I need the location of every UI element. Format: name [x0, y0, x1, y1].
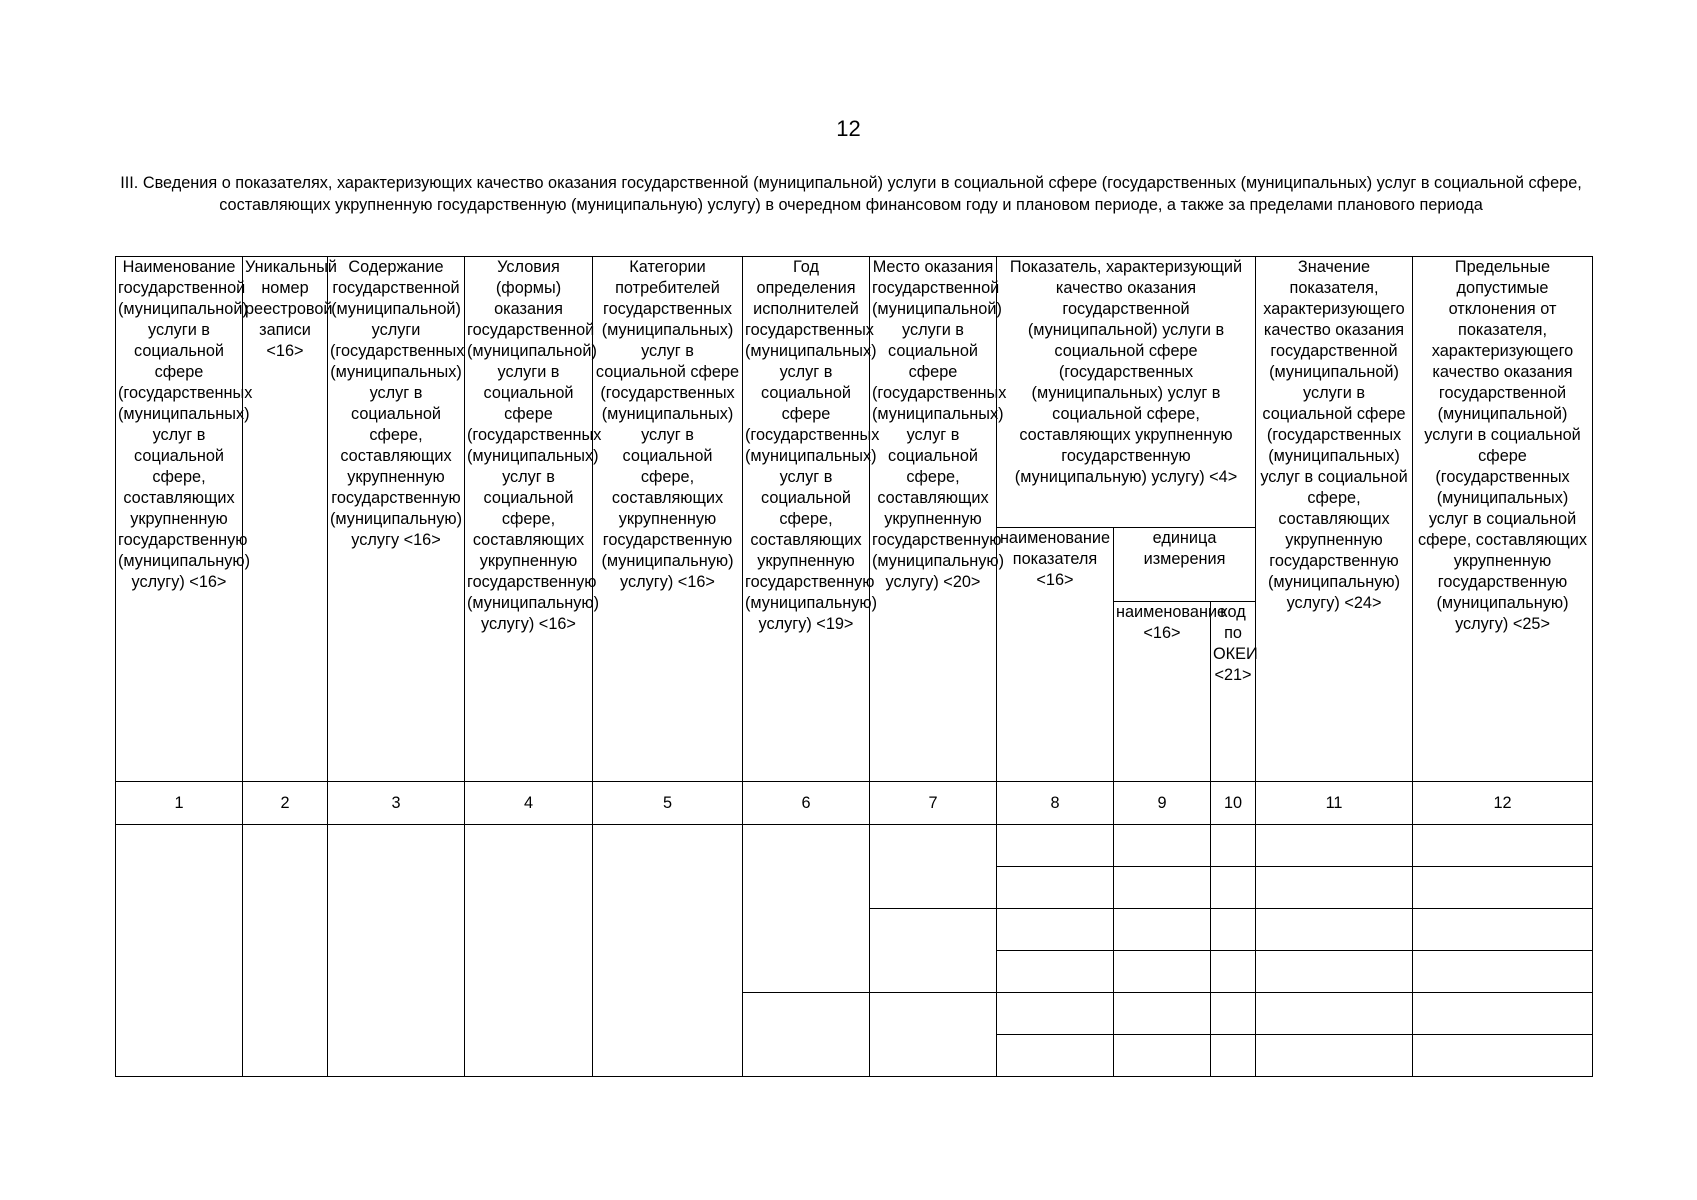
empty-cell	[465, 825, 593, 1077]
header-consumer-categories: Категории потребителей государственных (муниципальных) услуг в социальной сфере (государственных (муниципальных) услуг в социальной сфере, составляющих укрупненную государственную (муниципальную) услугу) <16>	[593, 257, 743, 782]
column-number: 9	[1114, 782, 1211, 825]
column-number: 5	[593, 782, 743, 825]
empty-cell	[1114, 909, 1211, 951]
column-number: 11	[1256, 782, 1413, 825]
column-number: 3	[328, 782, 465, 825]
header-unit-name: наименование <16>	[1114, 602, 1211, 782]
header-row-top	[116, 257, 1593, 528]
header-indicator-name: наименование показателя <16>	[997, 528, 1114, 782]
empty-cell	[1413, 1035, 1593, 1077]
empty-cell	[1256, 951, 1413, 993]
empty-cell	[997, 909, 1114, 951]
empty-cell	[1413, 951, 1593, 993]
column-number: 4	[465, 782, 593, 825]
empty-cell	[743, 825, 870, 993]
column-number: 8	[997, 782, 1114, 825]
empty-cell	[1114, 1035, 1211, 1077]
empty-cell	[1114, 993, 1211, 1035]
empty-cell	[1413, 909, 1593, 951]
column-number: 12	[1413, 782, 1593, 825]
column-numbers-row	[116, 782, 1593, 825]
header-max-deviation: Предельные допустимые отклонения от показателя, характеризующего качество оказания государственной (муниципальной) услуги в социальной сфере (государственных (муниципальных) услуг в социальной сфере, составляющих укрупненную государственную (муниципальную) услугу) <25>	[1413, 257, 1593, 782]
column-number: 6	[743, 782, 870, 825]
column-number: 7	[870, 782, 997, 825]
empty-cell	[1256, 825, 1413, 867]
empty-cell	[870, 825, 997, 909]
indicators-table	[115, 256, 1593, 1077]
empty-cell	[328, 825, 465, 1077]
empty-cell	[997, 825, 1114, 867]
empty-cell	[1256, 993, 1413, 1035]
empty-cell	[1211, 825, 1256, 867]
empty-cell	[997, 951, 1114, 993]
empty-cell	[243, 825, 328, 1077]
empty-cell	[1211, 993, 1256, 1035]
column-number: 2	[243, 782, 328, 825]
table-row	[116, 825, 1593, 867]
header-indicator-value: Значение показателя, характеризующего качество оказания государственной (муниципальной) услуги в социальной сфере (государственных (муниципальных) услуг в социальной сфере, составляющих укрупненную государственную (муниципальную) услугу) <24>	[1256, 257, 1413, 782]
header-unit-group: единица измерения	[1114, 528, 1256, 602]
empty-cell	[997, 1035, 1114, 1077]
header-okei-code: код по ОКЕИ <21>	[1211, 602, 1256, 782]
empty-cell	[1211, 867, 1256, 909]
header-executor-year: Год определения исполнителей государственных (муниципальных) услуг в социальной сфере (государственных (муниципальных) услуг в социальной сфере, составляющих укрупненную государственную (муниципальную) услугу) <19>	[743, 257, 870, 782]
empty-cell	[743, 993, 870, 1077]
empty-cell	[1114, 825, 1211, 867]
page-number: 12	[836, 116, 861, 141]
header-service-name: Наименование государственной (муниципальной) услуги в социальной сфере (государственных (муниципальных) услуг в социальной сфере, составляющих укрупненную государственную (муниципальную) услугу) <16>	[116, 257, 243, 782]
empty-cell	[1114, 951, 1211, 993]
empty-cell	[593, 825, 743, 1077]
empty-cell	[1256, 1035, 1413, 1077]
empty-cell	[870, 993, 997, 1077]
empty-cell	[1211, 909, 1256, 951]
header-indicator-group: Показатель, характеризующий качество оказания государственной (муниципальной) услуги в социальной сфере (государственных (муниципальных) услуг в социальной сфере, составляющих укрупненную государственную (муниципальную) услугу) <4>	[997, 257, 1256, 528]
empty-cell	[1256, 867, 1413, 909]
header-service-conditions: Условия (формы) оказания государственной (муниципальной) услуги в социальной сфере (государственных (муниципальных) услуг в социальной сфере, составляющих укрупненную государственную (муниципальную) услугу) <16>	[465, 257, 593, 782]
empty-cell	[116, 825, 243, 1077]
empty-cell	[1413, 825, 1593, 867]
empty-cell	[1256, 909, 1413, 951]
empty-cell	[1413, 867, 1593, 909]
empty-cell	[1413, 993, 1593, 1035]
section-title: III. Сведения о показателях, характеризующих качество оказания государственной (муниципальной) услуги в социальной сфере (государственных (муниципальных) услуг в социальной сфере, составляющих укрупненную государственную (муниципальную) услугу) в очередном финансовом году и плановом периоде, а также за пределами планового периода	[120, 174, 1582, 214]
header-registry-number: Уникальный номер реестровой записи <16>	[243, 257, 328, 782]
column-number: 10	[1211, 782, 1256, 825]
column-number: 1	[116, 782, 243, 825]
empty-cell	[870, 909, 997, 993]
header-service-place: Место оказания государственной (муниципальной) услуги в социальной сфере (государственных (муниципальных) услуг в социальной сфере, составляющих укрупненную государственную (муниципальную) услугу) <20>	[870, 257, 997, 782]
empty-cell	[1114, 867, 1211, 909]
empty-cell	[997, 993, 1114, 1035]
empty-cell	[1211, 951, 1256, 993]
empty-cell	[1211, 1035, 1256, 1077]
empty-cell	[997, 867, 1114, 909]
header-service-content: Содержание государственной (муниципальной) услуги (государственных (муниципальных) услуг в социальной сфере, составляющих укрупненную государственную (муниципальную) услугу <16>	[328, 257, 465, 782]
